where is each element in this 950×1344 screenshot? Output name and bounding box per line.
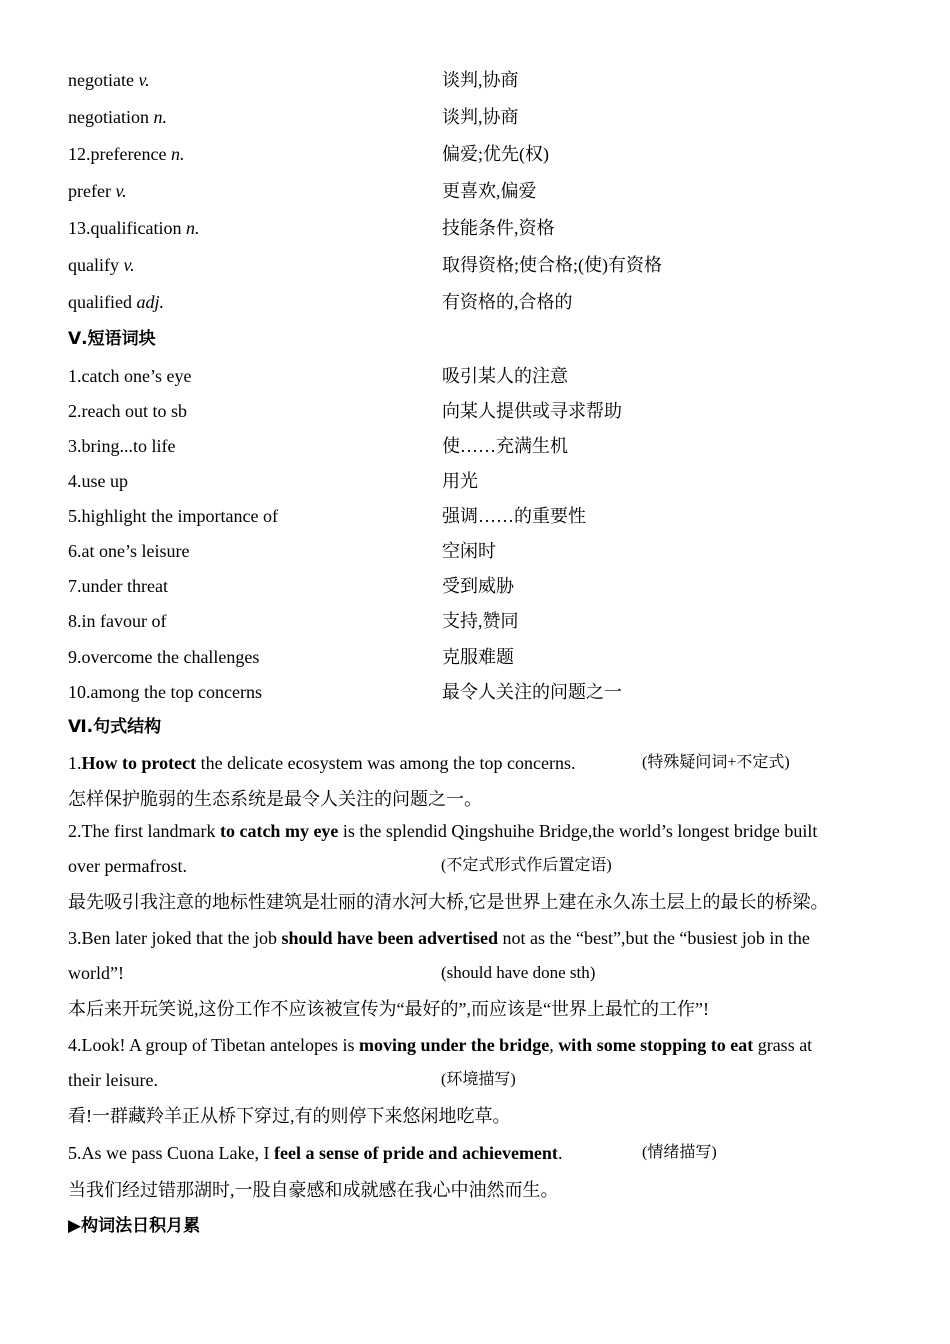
sentence-2-en-cont: over permafrost. <box>68 856 187 876</box>
part-of-speech: v. <box>138 70 150 90</box>
sentence-4-zh: 看!一群藏羚羊正从桥下穿过,有的则停下来悠闲地吃草。 <box>68 1106 511 1126</box>
sentence-5-note: (情绪描写) <box>642 1144 717 1161</box>
key-phrase: should have been advertised <box>281 928 498 948</box>
section-heading-phrases: Ⅴ.短语词块 <box>68 329 156 349</box>
phrase-en: 6.at one’s leisure <box>68 541 190 561</box>
vocab-word: qualified <box>68 292 132 312</box>
vocab-row-zh: 有资格的,合格的 <box>442 292 573 312</box>
sentence-text: , <box>549 1035 559 1055</box>
sentence-5-zh: 当我们经过错那湖时,一股自豪感和成就感在我心中油然而生。 <box>68 1180 559 1200</box>
phrase-zh: 使……充满生机 <box>442 436 568 456</box>
vocab-row-en <box>68 291 164 313</box>
vocab-row-zh: 更喜欢,偏爱 <box>442 181 537 201</box>
vocab-row-en <box>68 254 135 276</box>
part-of-speech: v. <box>115 181 127 201</box>
vocab-row-en <box>68 217 199 239</box>
section-heading-sentences: Ⅵ.句式结构 <box>68 717 162 737</box>
sentence-2-en <box>68 820 817 842</box>
key-phrase: to catch my eye <box>219 821 339 841</box>
sentence-text: 5.As we pass Cuona Lake, I <box>68 1143 274 1163</box>
sentence-4-en <box>68 1034 812 1056</box>
section-heading-word-formation: ▶构词法日积月累 <box>68 1216 201 1236</box>
sentence-2-note: (不定式形式作后置定语) <box>441 857 612 874</box>
sentence-text: not as the “best”,but the “busiest job in the <box>497 928 810 948</box>
phrase-en: 5.highlight the importance of <box>68 506 278 526</box>
vocab-row-zh: 谈判,协商 <box>442 107 519 127</box>
sentence-text: 4.Look! A group of Tibetan antelopes is <box>68 1035 359 1055</box>
sentence-text: is the splendid Qingshuihe Bridge,the world’s longest bridge built <box>338 821 818 841</box>
sentence-2-zh: 最先吸引我注意的地标性建筑是壮丽的清水河大桥,它是世界上建在永久冻土层上的最长的桥梁。 <box>68 892 829 912</box>
phrase-zh: 最令人关注的问题之一 <box>442 682 622 702</box>
phrase-en: 9.overcome the challenges <box>68 647 260 667</box>
vocab-word: prefer <box>68 181 111 201</box>
vocab-word: negotiate <box>68 70 134 90</box>
phrase-en: 1.catch one’s eye <box>68 366 192 386</box>
phrase-zh: 空闲时 <box>442 541 496 561</box>
phrase-zh: 支持,赞同 <box>442 611 519 631</box>
sentence-5-en <box>68 1142 562 1164</box>
vocab-row-zh: 谈判,协商 <box>442 70 519 90</box>
sentence-3-en-cont: world”! <box>68 963 124 983</box>
phrase-en: 3.bring...to life <box>68 436 176 456</box>
sentence-4-note: (环境描写) <box>441 1071 516 1088</box>
sentence-number: 1. <box>68 753 82 773</box>
sentence-3-note: (should have done sth) <box>441 963 596 982</box>
sentence-text: 2.The first landmark <box>68 821 220 841</box>
key-phrase: feel a sense of pride and achievement <box>273 1143 558 1163</box>
part-of-speech: adj. <box>136 292 164 312</box>
vocab-word: qualify <box>68 255 119 275</box>
key-phrase: moving under the bridge <box>359 1035 550 1055</box>
phrase-zh: 克服难题 <box>442 647 514 667</box>
sentence-text: the delicate ecosystem was among the top concerns. <box>196 753 576 773</box>
sentence-text: 3.Ben later joked that the job <box>68 928 282 948</box>
phrase-zh: 吸引某人的注意 <box>442 366 568 386</box>
sentence-4-en-cont: their leisure. <box>68 1070 158 1090</box>
part-of-speech: v. <box>123 255 135 275</box>
vocab-row-en <box>68 69 150 91</box>
phrase-en: 10.among the top concerns <box>68 682 262 702</box>
sentence-text: . <box>557 1143 563 1163</box>
sentence-3-zh: 本后来开玩笑说,这份工作不应该被宣传为“最好的”,而应该是“世界上最忙的工作”! <box>68 999 709 1019</box>
vocab-row-en <box>68 180 127 202</box>
phrase-zh: 向某人提供或寻求帮助 <box>442 401 622 421</box>
sentence-3-en <box>68 927 810 949</box>
phrase-en: 4.use up <box>68 471 128 491</box>
vocab-row-zh: 取得资格;使合格;(使)有资格 <box>442 255 662 275</box>
key-phrase: with some stopping to eat <box>558 1035 754 1055</box>
vocab-row-en <box>68 143 184 165</box>
sentence-text: grass at <box>753 1035 813 1055</box>
part-of-speech: n. <box>185 218 200 238</box>
part-of-speech: n. <box>170 144 185 164</box>
sentence-1-en <box>68 752 576 774</box>
sentence-1-note: (特殊疑问词+不定式) <box>642 754 790 771</box>
vocab-word: 12.preference <box>68 144 167 164</box>
phrase-zh: 强调……的重要性 <box>442 506 586 526</box>
phrase-en: 2.reach out to sb <box>68 401 187 421</box>
vocab-word: 13.qualification <box>68 218 182 238</box>
vocab-row-zh: 偏爱;优先(权) <box>442 144 549 164</box>
phrase-zh: 受到威胁 <box>442 576 514 596</box>
key-phrase: How to protect <box>81 753 197 773</box>
vocab-word: negotiation <box>68 107 149 127</box>
phrase-en: 8.in favour of <box>68 611 167 631</box>
phrase-en: 7.under threat <box>68 576 168 596</box>
vocab-row-zh: 技能条件,资格 <box>442 218 555 238</box>
part-of-speech: n. <box>153 107 167 127</box>
vocab-row-en <box>68 106 167 128</box>
sentence-1-zh: 怎样保护脆弱的生态系统是最令人关注的问题之一。 <box>68 789 482 809</box>
phrase-zh: 用光 <box>442 471 478 491</box>
